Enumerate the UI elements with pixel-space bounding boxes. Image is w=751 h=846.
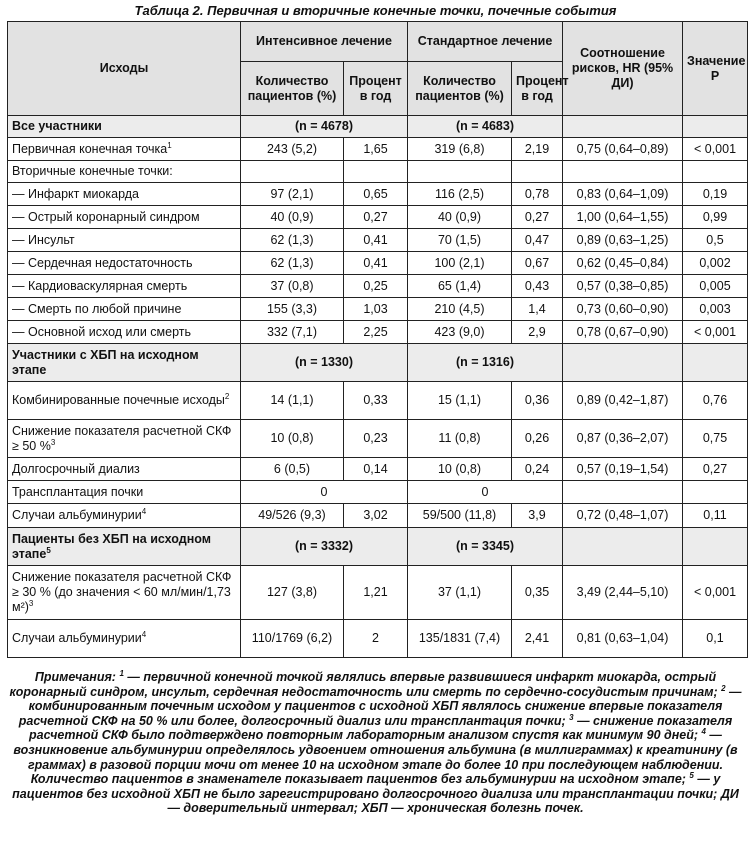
row-label: Первичная конечная точка$^1$ <box>8 138 241 161</box>
table-notes: Примечания: $^1$ — первичной конечной точкой являлись впервые развившиеся инфаркт миокарда, острый коронарный синдром, инсульт, сердечная недостаточность или смерть по сердечно-сосудистым причинам; $^2$ — комбинированным почечным исходом у пациентов с исходной ХБП являлось снижение впервые показателя расчетной СКФ на 50 % или более, долгосрочный диализ или трансплантация почки; $^3$ — снижение показателя расчетной СКФ было подтверждено повторным лабораторным анализом спустя как минимум 90 дней; $^4$ — возникновение альбуминурии определялось удвоением отношения альбумина (в миллиграммах) к креатинину (в граммах) в разовой порции мочи от менее 10 на исходном этапе до более 10 при последующем наблюдении. Количество пациентов в знаменателе показывает пациентов без альбуминурии на исходном этапе; $^5$ — у пациентов без исходной ХБП не было зарегистрировано долгосрочного диализа или трансплантации почки; ДИ — доверительный интервал; ХБП — хроническая болезнь почек. <box>9 668 742 816</box>
table-row <box>8 229 748 252</box>
int-pct-year: 1,21 <box>344 566 408 620</box>
row-label: Снижение показателя расчетной СКФ ≥ 50 %$^3$ <box>8 420 241 458</box>
int-pct-year: 2 <box>344 620 408 658</box>
p-value: < 0,001 <box>683 138 748 161</box>
table-row <box>8 206 748 229</box>
row-label: Вторичные конечные точки: <box>8 161 241 183</box>
hr-ci <box>563 481 683 504</box>
p-value: 0,003 <box>683 298 748 321</box>
table-row <box>8 458 748 481</box>
p-value: 0,5 <box>683 229 748 252</box>
hr-ci: 0,57 (0,19–1,54) <box>563 458 683 481</box>
int-pct-year: 1,03 <box>344 298 408 321</box>
table-row <box>8 138 748 161</box>
table-row <box>8 161 748 183</box>
std-count: 40 (0,9) <box>408 206 512 229</box>
hr-ci: 0,75 (0,64–0,89) <box>563 138 683 161</box>
int-count: 332 (7,1) <box>241 321 344 344</box>
row-label: Случаи альбуминурии$^4$ <box>8 620 241 658</box>
hr-ci: 0,62 (0,45–0,84) <box>563 252 683 275</box>
int-pct-year: 0,25 <box>344 275 408 298</box>
p-value: 0,99 <box>683 206 748 229</box>
hr-ci: 1,00 (0,64–1,55) <box>563 206 683 229</box>
std-count: 65 (1,4) <box>408 275 512 298</box>
row-label: — Инсульт <box>8 229 241 252</box>
int-pct-year: 0,33 <box>344 382 408 420</box>
std-pct-year: 2,41 <box>512 620 563 658</box>
std-count: 37 (1,1) <box>408 566 512 620</box>
std-pct-year: 0,43 <box>512 275 563 298</box>
endpoints-table <box>7 21 748 658</box>
int-count: 97 (2,1) <box>241 183 344 206</box>
std-count: 10 (0,8) <box>408 458 512 481</box>
int-count: 10 (0,8) <box>241 420 344 458</box>
std-pct-year: 0,36 <box>512 382 563 420</box>
table-caption: Таблица 2. Первичная и вторичные конечные точки, почечные события <box>134 3 617 18</box>
hr-ci: 0,73 (0,60–0,90) <box>563 298 683 321</box>
group-row <box>8 344 748 382</box>
row-label: Долгосрочный диализ <box>8 458 241 481</box>
int-pct-year: 2,25 <box>344 321 408 344</box>
table-row <box>8 504 748 528</box>
row-label: Случаи альбуминурии$^4$ <box>8 504 241 528</box>
hr-ci: 0,83 (0,64–1,09) <box>563 183 683 206</box>
int-count: 127 (3,8) <box>241 566 344 620</box>
int-count: 6 (0,5) <box>241 458 344 481</box>
std-count: 423 (9,0) <box>408 321 512 344</box>
group-row <box>8 116 748 138</box>
int-pct-year: 0,41 <box>344 229 408 252</box>
table-row <box>8 183 748 206</box>
int-pct-year: 0,23 <box>344 420 408 458</box>
p-value: 0,1 <box>683 620 748 658</box>
int-pct-year: 1,65 <box>344 138 408 161</box>
p-value: 0,11 <box>683 504 748 528</box>
int-count: 62 (1,3) <box>241 229 344 252</box>
row-label: Снижение показателя расчетной СКФ ≥ 30 % (до значения < 60 мл/мин/1,73 м²)$^3$ <box>8 566 241 620</box>
header-hr: Соотношение рисков, HR (95% ДИ) <box>563 22 683 116</box>
int-count: 14 (1,1) <box>241 382 344 420</box>
int-pct-year: 0,27 <box>344 206 408 229</box>
p-value: 0,19 <box>683 183 748 206</box>
std-count: 319 (6,8) <box>408 138 512 161</box>
std-pct-year: 0,78 <box>512 183 563 206</box>
group-label: Пациенты без ХБП на исходном этапе$^5$ <box>8 528 241 566</box>
p-value: 0,005 <box>683 275 748 298</box>
hr-ci: 0,81 (0,63–1,04) <box>563 620 683 658</box>
std-pct-year: 0,27 <box>512 206 563 229</box>
hr-ci: 0,87 (0,36–2,07) <box>563 420 683 458</box>
row-label: Трансплантация почки <box>8 481 241 504</box>
int-count: 110/1769 (6,2) <box>241 620 344 658</box>
p-value: < 0,001 <box>683 566 748 620</box>
table-row <box>8 321 748 344</box>
hr-ci: 0,57 (0,38–0,85) <box>563 275 683 298</box>
std-pct-year: 2,9 <box>512 321 563 344</box>
row-label: — Сердечная недостаточность <box>8 252 241 275</box>
group-n-standard: (n = 4683) <box>408 116 563 138</box>
int-pct-year: 0,41 <box>344 252 408 275</box>
group-label: Участники с ХБП на исходном этапе <box>8 344 241 382</box>
p-value <box>683 481 748 504</box>
header-p: Значение P <box>683 22 748 116</box>
hr-ci: 0,89 (0,63–1,25) <box>563 229 683 252</box>
p-value: 0,75 <box>683 420 748 458</box>
hr-ci: 0,89 (0,42–1,87) <box>563 382 683 420</box>
p-value: < 0,001 <box>683 321 748 344</box>
row-label: — Кардиоваскулярная смерть <box>8 275 241 298</box>
table-row <box>8 566 748 620</box>
std-count: 11 (0,8) <box>408 420 512 458</box>
row-label: — Смерть по любой причине <box>8 298 241 321</box>
row-label: Комбинированные почечные исходы$^2$ <box>8 382 241 420</box>
std-pct-year: 1,4 <box>512 298 563 321</box>
group-n-intensive: (n = 1330) <box>241 344 408 382</box>
int-count: 62 (1,3) <box>241 252 344 275</box>
int-count: 37 (0,8) <box>241 275 344 298</box>
header-std-count: Количество пациентов (%) <box>408 62 512 116</box>
header-standard: Стандартное лечение <box>408 22 563 62</box>
row-label: — Основной исход или смерть <box>8 321 241 344</box>
std-count: 116 (2,5) <box>408 183 512 206</box>
table-row <box>8 420 748 458</box>
group-n-intensive: (n = 4678) <box>241 116 408 138</box>
group-n-standard: (n = 3345) <box>408 528 563 566</box>
group-n-standard: (n = 1316) <box>408 344 563 382</box>
std-pct-year: 0,35 <box>512 566 563 620</box>
row-label: — Инфаркт миокарда <box>8 183 241 206</box>
hr-ci: 0,78 (0,67–0,90) <box>563 321 683 344</box>
group-label: Все участники <box>8 116 241 138</box>
hr-ci: 3,49 (2,44–5,10) <box>563 566 683 620</box>
group-row <box>8 528 748 566</box>
p-value: 0,27 <box>683 458 748 481</box>
std-count: 70 (1,5) <box>408 229 512 252</box>
table-row <box>8 620 748 658</box>
int-count: 40 (0,9) <box>241 206 344 229</box>
int-count: 155 (3,3) <box>241 298 344 321</box>
table-row <box>8 275 748 298</box>
int-count: 49/526 (9,3) <box>241 504 344 528</box>
std-pct-year: 0,67 <box>512 252 563 275</box>
std-pct-year: 2,19 <box>512 138 563 161</box>
int-count: 243 (5,2) <box>241 138 344 161</box>
std-count: 0 <box>408 481 563 504</box>
header-outcomes: Исходы <box>8 22 241 116</box>
std-count: 135/1831 (7,4) <box>408 620 512 658</box>
p-value: 0,76 <box>683 382 748 420</box>
std-count: 210 (4,5) <box>408 298 512 321</box>
std-pct-year: 0,24 <box>512 458 563 481</box>
std-pct-year: 0,47 <box>512 229 563 252</box>
table-row <box>8 298 748 321</box>
header-std-percent-year: Процент в год <box>512 62 563 116</box>
std-count: 59/500 (11,8) <box>408 504 512 528</box>
header-intensive: Интенсивное лечение <box>241 22 408 62</box>
int-pct-year: 0,14 <box>344 458 408 481</box>
int-pct-year: 0,65 <box>344 183 408 206</box>
table-row <box>8 382 748 420</box>
int-count: 0 <box>241 481 408 504</box>
row-label: — Острый коронарный синдром <box>8 206 241 229</box>
header-int-count: Количество пациентов (%) <box>241 62 344 116</box>
group-n-intensive: (n = 3332) <box>241 528 408 566</box>
std-pct-year: 0,26 <box>512 420 563 458</box>
int-pct-year: 3,02 <box>344 504 408 528</box>
header-int-percent-year: Процент в год <box>344 62 408 116</box>
std-count: 100 (2,1) <box>408 252 512 275</box>
table-row <box>8 252 748 275</box>
table-row <box>8 481 748 504</box>
p-value: 0,002 <box>683 252 748 275</box>
hr-ci: 0,72 (0,48–1,07) <box>563 504 683 528</box>
std-pct-year: 3,9 <box>512 504 563 528</box>
std-count: 15 (1,1) <box>408 382 512 420</box>
